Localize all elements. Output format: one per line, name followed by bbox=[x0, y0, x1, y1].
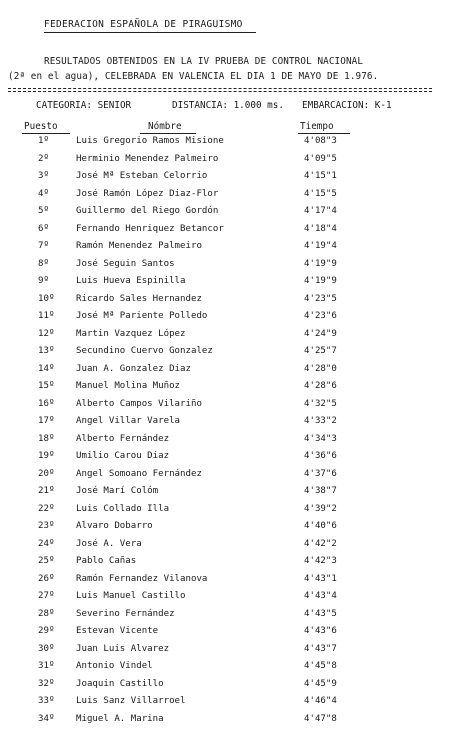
results-title-line-1: RESULTADOS OBTENIDOS EN LA IV PRUEBA DE CONTROL NACIONAL bbox=[44, 56, 363, 67]
position-cell: 31º bbox=[38, 661, 54, 671]
name-cell: Luis Gregorio Ramos Misione bbox=[76, 136, 224, 146]
table-row bbox=[0, 661, 450, 679]
table-row bbox=[0, 574, 450, 592]
table-row bbox=[0, 171, 450, 189]
name-cell: Ramón Menendez Palmeiro bbox=[76, 241, 202, 251]
time-cell: 4'45"8 bbox=[304, 661, 337, 671]
time-cell: 4'18"4 bbox=[304, 224, 337, 234]
table-row bbox=[0, 241, 450, 259]
position-cell: 30º bbox=[38, 644, 54, 654]
name-cell: José A. Vera bbox=[76, 539, 142, 549]
time-cell: 4'43"1 bbox=[304, 574, 337, 584]
category-label: CATEGORIA: SENIOR bbox=[36, 100, 131, 111]
time-cell: 4'43"6 bbox=[304, 626, 337, 636]
name-cell: Manuel Molina Muñoz bbox=[76, 381, 180, 391]
header-rule bbox=[8, 88, 432, 89]
time-cell: 4'43"4 bbox=[304, 591, 337, 601]
time-cell: 4'47"8 bbox=[304, 714, 337, 724]
name-cell: Guillermo del Riego Gordón bbox=[76, 206, 218, 216]
time-cell: 4'32"5 bbox=[304, 399, 337, 409]
time-cell: 4'37"6 bbox=[304, 469, 337, 479]
time-cell: 4'19"4 bbox=[304, 241, 337, 251]
time-cell: 4'42"2 bbox=[304, 539, 337, 549]
position-cell: 29º bbox=[38, 626, 54, 636]
position-cell: 10º bbox=[38, 294, 54, 304]
time-cell: 4'08"3 bbox=[304, 136, 337, 146]
position-cell: 19º bbox=[38, 451, 54, 461]
name-cell: Luis Sanz Villarroel bbox=[76, 696, 186, 706]
column-header-underline bbox=[22, 133, 70, 134]
name-cell: José Mª Esteban Celorrio bbox=[76, 171, 207, 181]
table-row bbox=[0, 346, 450, 364]
time-cell: 4'28"0 bbox=[304, 364, 337, 374]
position-cell: 27º bbox=[38, 591, 54, 601]
position-cell: 18º bbox=[38, 434, 54, 444]
name-cell: Severino Fernández bbox=[76, 609, 175, 619]
time-cell: 4'33"2 bbox=[304, 416, 337, 426]
column-header-nombre: Nómbre bbox=[148, 121, 182, 132]
table-row bbox=[0, 486, 450, 504]
position-cell: 3º bbox=[38, 171, 49, 181]
position-cell: 1º bbox=[38, 136, 49, 146]
position-cell: 6º bbox=[38, 224, 49, 234]
results-title-line-2: (2ª en el agua), CELEBRADA EN VALENCIA EL DIA 1 DE MAYO DE 1.976. bbox=[8, 71, 378, 82]
time-cell: 4'38"7 bbox=[304, 486, 337, 496]
name-cell: Antonio Vindel bbox=[76, 661, 153, 671]
name-cell: Alberto Fernández bbox=[76, 434, 169, 444]
name-cell: Joaquin Castillo bbox=[76, 679, 164, 689]
table-row bbox=[0, 521, 450, 539]
federation-underline bbox=[44, 32, 256, 33]
table-row bbox=[0, 276, 450, 294]
time-cell: 4'24"9 bbox=[304, 329, 337, 339]
name-cell: Alberto Campos Vilariño bbox=[76, 399, 202, 409]
position-cell: 33º bbox=[38, 696, 54, 706]
table-row bbox=[0, 136, 450, 154]
name-cell: Ramón Fernandez Vilanova bbox=[76, 574, 207, 584]
table-row bbox=[0, 206, 450, 224]
table-row bbox=[0, 329, 450, 347]
table-row bbox=[0, 294, 450, 312]
column-header-underline bbox=[298, 133, 350, 134]
name-cell: Luis Collado Illa bbox=[76, 504, 169, 514]
position-cell: 34º bbox=[38, 714, 54, 724]
time-cell: 4'25"7 bbox=[304, 346, 337, 356]
name-cell: Herminio Menendez Palmeiro bbox=[76, 154, 218, 164]
name-cell: Alvaro Dobarro bbox=[76, 521, 153, 531]
position-cell: 15º bbox=[38, 381, 54, 391]
position-cell: 17º bbox=[38, 416, 54, 426]
position-cell: 9º bbox=[38, 276, 49, 286]
position-cell: 4º bbox=[38, 189, 49, 199]
name-cell: Ricardo Sales Hernandez bbox=[76, 294, 202, 304]
time-cell: 4'23"5 bbox=[304, 294, 337, 304]
name-cell: Luis Hueva Espinilla bbox=[76, 276, 186, 286]
name-cell: Estevan Vicente bbox=[76, 626, 158, 636]
federation-title: FEDERACION ESPAÑOLA DE PIRAGUISMO bbox=[44, 19, 243, 30]
table-row bbox=[0, 311, 450, 329]
table-row bbox=[0, 451, 450, 469]
name-cell: Angel Somoano Fernández bbox=[76, 469, 202, 479]
time-cell: 4'40"6 bbox=[304, 521, 337, 531]
name-cell: Pablo Cañas bbox=[76, 556, 136, 566]
time-cell: 4'46"4 bbox=[304, 696, 337, 706]
position-cell: 11º bbox=[38, 311, 54, 321]
position-cell: 28º bbox=[38, 609, 54, 619]
table-row bbox=[0, 189, 450, 207]
name-cell: Fernando Henriquez Betancor bbox=[76, 224, 224, 234]
name-cell: Martin Vazquez López bbox=[76, 329, 186, 339]
position-cell: 25º bbox=[38, 556, 54, 566]
position-cell: 7º bbox=[38, 241, 49, 251]
table-row bbox=[0, 556, 450, 574]
name-cell: Secundino Cuervo Gonzalez bbox=[76, 346, 213, 356]
time-cell: 4'23"6 bbox=[304, 311, 337, 321]
time-cell: 4'15"1 bbox=[304, 171, 337, 181]
name-cell: José Seguin Santos bbox=[76, 259, 175, 269]
time-cell: 4'17"4 bbox=[304, 206, 337, 216]
name-cell: Angel Villar Varela bbox=[76, 416, 180, 426]
table-row bbox=[0, 591, 450, 609]
column-header-tiempo: Tiempo bbox=[300, 121, 334, 132]
time-cell: 4'43"5 bbox=[304, 609, 337, 619]
table-row bbox=[0, 539, 450, 557]
table-row bbox=[0, 381, 450, 399]
column-header-puesto: Puesto bbox=[24, 121, 58, 132]
position-cell: 13º bbox=[38, 346, 54, 356]
table-row bbox=[0, 696, 450, 714]
table-row bbox=[0, 679, 450, 697]
table-row bbox=[0, 714, 450, 731]
time-cell: 4'15"5 bbox=[304, 189, 337, 199]
position-cell: 2º bbox=[38, 154, 49, 164]
table-row bbox=[0, 154, 450, 172]
name-cell: José Ramón López Diaz-Flor bbox=[76, 189, 218, 199]
distance-label: DISTANCIA: 1.000 ms. bbox=[172, 100, 284, 111]
table-row bbox=[0, 434, 450, 452]
table-row bbox=[0, 626, 450, 644]
position-cell: 24º bbox=[38, 539, 54, 549]
table-row bbox=[0, 609, 450, 627]
results-table bbox=[0, 136, 450, 731]
column-header-underline bbox=[140, 133, 196, 134]
table-row bbox=[0, 469, 450, 487]
time-cell: 4'45"9 bbox=[304, 679, 337, 689]
position-cell: 20º bbox=[38, 469, 54, 479]
name-cell: Juan Luis Alvarez bbox=[76, 644, 169, 654]
time-cell: 4'36"6 bbox=[304, 451, 337, 461]
name-cell: Juan A. Gonzalez Diaz bbox=[76, 364, 191, 374]
table-row bbox=[0, 416, 450, 434]
position-cell: 16º bbox=[38, 399, 54, 409]
position-cell: 23º bbox=[38, 521, 54, 531]
name-cell: Umilio Carou Diaz bbox=[76, 451, 169, 461]
position-cell: 26º bbox=[38, 574, 54, 584]
time-cell: 4'34"3 bbox=[304, 434, 337, 444]
name-cell: José Marí Colóm bbox=[76, 486, 158, 496]
time-cell: 4'28"6 bbox=[304, 381, 337, 391]
position-cell: 5º bbox=[38, 206, 49, 216]
table-row bbox=[0, 399, 450, 417]
name-cell: Miguel A. Marina bbox=[76, 714, 164, 724]
position-cell: 32º bbox=[38, 679, 54, 689]
time-cell: 4'39"2 bbox=[304, 504, 337, 514]
position-cell: 12º bbox=[38, 329, 54, 339]
time-cell: 4'09"5 bbox=[304, 154, 337, 164]
position-cell: 14º bbox=[38, 364, 54, 374]
header-rule-double bbox=[8, 91, 432, 92]
name-cell: Luis Manuel Castillo bbox=[76, 591, 186, 601]
name-cell: José Mª Pariente Polledo bbox=[76, 311, 207, 321]
position-cell: 22º bbox=[38, 504, 54, 514]
table-row bbox=[0, 504, 450, 522]
time-cell: 4'19"9 bbox=[304, 259, 337, 269]
time-cell: 4'43"7 bbox=[304, 644, 337, 654]
time-cell: 4'19"9 bbox=[304, 276, 337, 286]
table-row bbox=[0, 224, 450, 242]
table-row bbox=[0, 644, 450, 662]
table-row bbox=[0, 364, 450, 382]
position-cell: 21º bbox=[38, 486, 54, 496]
position-cell: 8º bbox=[38, 259, 49, 269]
table-row bbox=[0, 259, 450, 277]
boat-label: EMBARCACION: K-1 bbox=[302, 100, 392, 111]
time-cell: 4'42"3 bbox=[304, 556, 337, 566]
